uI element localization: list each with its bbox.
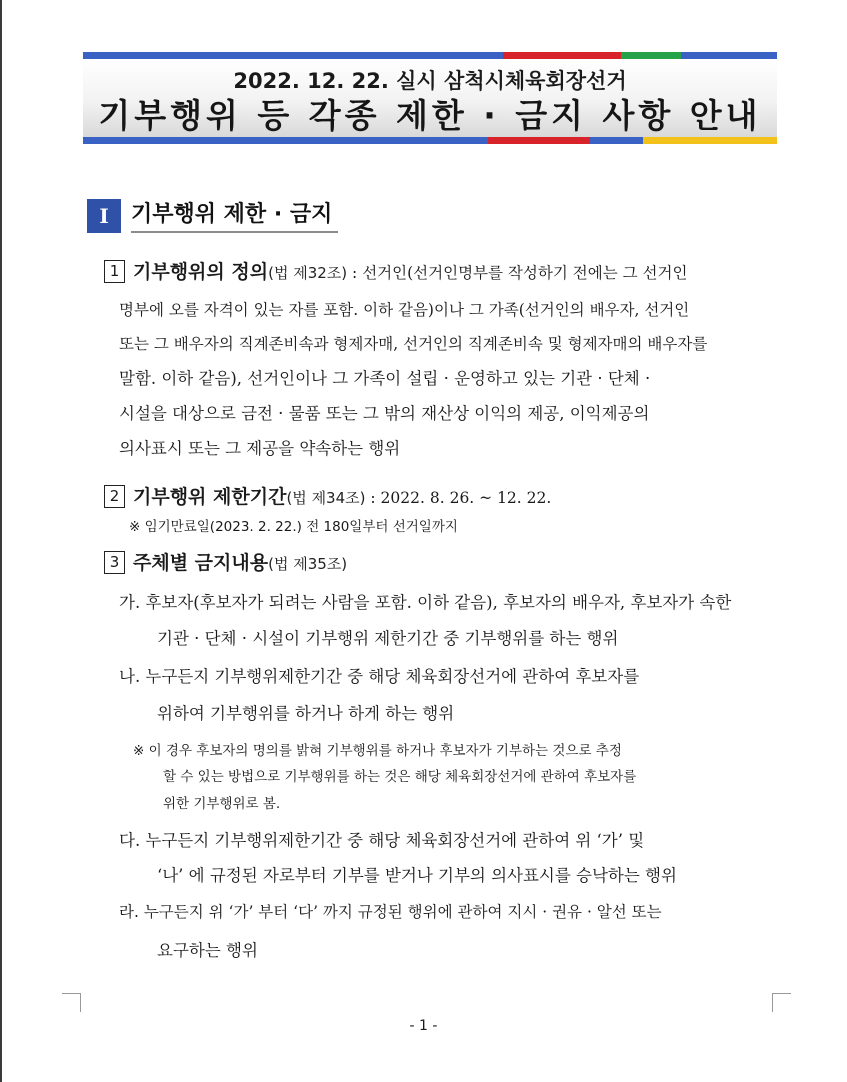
header-title: 기부행위 등 각종 제한 · 금지 사항 안내 — [98, 96, 762, 135]
banner-top-stripe-green — [621, 52, 681, 59]
item3-note-line-1: 할 수 있는 방법으로 기부행위를 하는 것은 해당 체육회장선거에 관하여 후보자를 — [163, 769, 637, 785]
header-subtitle: 2022. 12. 22. 실시 삼척시체육회장선거 — [233, 69, 627, 93]
item3-ga-line-0: 가. 후보자(후보자가 되려는 사람을 포함. 이하 같음), 후보자의 배우자, 후보자가 속한 — [119, 593, 732, 612]
section-title: 기부행위 제한 · 금지 — [131, 199, 338, 233]
item1-number: 1 — [104, 260, 125, 283]
item2-number: 2 — [104, 485, 125, 508]
page-number: - 1 - — [409, 1018, 438, 1034]
page-corner-mark-left — [62, 993, 81, 1012]
item3-heading — [104, 548, 347, 575]
banner-body — [83, 59, 777, 137]
item3-note-line-0: ※ 이 경우 후보자의 명의를 밝혀 기부행위를 하거나 후보자가 기부하는 것으로 추정 — [133, 743, 622, 759]
item3-da-line-0: 다. 누구든지 기부행위제한기간 중 해당 체육회장선거에 관하여 위 ‘가’ 및 — [119, 831, 645, 850]
item3-note-line-2: 위한 기부행위로 봄. — [163, 796, 281, 812]
item3-title: 주체별 금지내용 — [133, 552, 269, 574]
item3-number: 3 — [104, 551, 125, 574]
item1-line-1: 명부에 오를 자격이 있는 자를 포함. 이하 같음)이나 그 가족(선거인의 배우자, 선거인 — [119, 301, 690, 319]
item2-period: : 2022. 8. 26. ~ 12. 22. — [365, 489, 552, 507]
banner-bottom-stripe-yellow — [643, 137, 777, 144]
item3-na-line-0: 나. 누구든지 기부행위제한기간 중 해당 체육회장선거에 관하여 후보자를 — [119, 667, 640, 686]
item3-ra-line-1: 요구하는 행위 — [157, 941, 258, 960]
item3-na-line-1: 위하여 기부행위를 하거나 하게 하는 행위 — [157, 704, 455, 723]
page-corner-mark-right — [772, 993, 791, 1012]
item2-note: ※ 임기만료일(2023. 2. 22.) 전 180일부터 선거일까지 — [129, 519, 458, 535]
page-edge — [0, 0, 2, 1082]
item1-line-4: 시설을 대상으로 금전 · 물품 또는 그 밖의 재산상 이익의 제공, 이익제공의 — [119, 404, 650, 423]
item1-heading — [104, 257, 687, 284]
item2-law: (법 제34조) — [286, 489, 366, 507]
item1-law: (법 제32조) — [268, 264, 348, 282]
item2-title: 기부행위 제한기간 — [133, 486, 287, 508]
banner-top-stripe-red — [503, 52, 621, 59]
section-number: I — [87, 199, 121, 233]
item2-heading — [104, 482, 551, 509]
item1-line-2: 또는 그 배우자의 직계존비속과 형제자매, 선거인의 직계존비속 및 형제자매의 배우자를 — [119, 335, 708, 353]
item3-law: (법 제35조) — [268, 555, 348, 573]
header-banner — [83, 52, 777, 144]
banner-bottom-stripe-red — [488, 137, 590, 144]
item1-title: 기부행위의 정의 — [133, 261, 269, 283]
item1-line-5: 의사표시 또는 그 제공을 약속하는 행위 — [119, 439, 401, 458]
item1-line-3: 말함. 이하 같음), 선거인이나 그 가족이 설립 · 운영하고 있는 기관 · 단체 · — [119, 369, 651, 388]
item3-ra-line-0: 라. 누구든지 위 ‘가’ 부터 ‘다’ 까지 규정된 행위에 관하여 지시 · 권유 · 알선 또는 — [119, 903, 662, 921]
item1-line-0: : 선거인(선거인명부를 작성하기 전에는 그 선거인 — [347, 264, 688, 282]
item3-da-line-1: ‘나’ 에 규정된 자로부터 기부를 받거나 기부의 의사표시를 승낙하는 행위 — [157, 866, 677, 885]
item3-ga-line-1: 기관 · 단체 · 시설이 기부행위 제한기간 중 기부행위를 하는 행위 — [157, 629, 619, 648]
